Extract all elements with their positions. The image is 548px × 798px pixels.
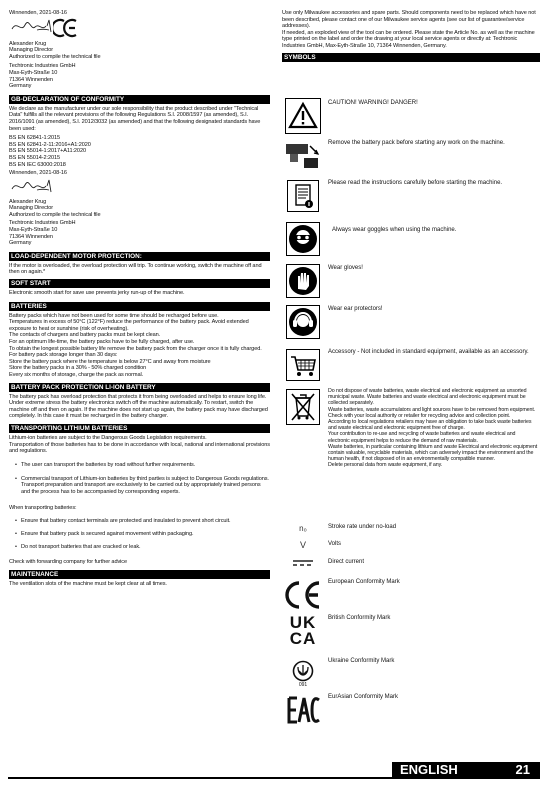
crossed-bin-icon <box>282 388 324 426</box>
check-forwarding-text: Check with forwarding company for further advice <box>9 558 128 565</box>
maintenance-heading: MAINTENANCE <box>9 570 270 579</box>
symbol-volts-text: Volts <box>328 541 342 547</box>
gloves-icon <box>282 261 324 301</box>
symbol-ukraine-text: Ukraine Conformity Mark <box>328 658 395 664</box>
date-2: Winnenden, 2021-08-16 <box>9 170 67 177</box>
transport-heading: TRANSPORTING LITHIUM BATTERIES <box>9 424 270 433</box>
load-protection-text: If the motor is overloaded, the overload protection will trip. To continue working, switch the machine off and then on again.* <box>9 262 262 276</box>
symbol-row-accessory <box>282 345 540 385</box>
symbol-row-ukca <box>282 611 540 651</box>
ear-protection-icon <box>282 302 324 342</box>
symbol-row-gloves <box>282 261 540 301</box>
symbol-caution-text: CAUTION! WARNING! DANGER! <box>328 100 418 106</box>
date-1: Winnenden, 2021-08-16 <box>9 10 67 16</box>
symbol-row-read-manual <box>282 176 540 216</box>
gb-declaration-text: We declare as the manufacturer under our sole responsibility that the product described under "Technical Data" fulfills all the relevant provisions of the following Regulations S.I. 2008/1597 (as amended), S.I. 2016/1091 (as amended), S.I. 2012/3032 (as amended) and that the following designated standards have been used: <box>9 105 261 132</box>
person-2: Alexander Krug Managing Director Authorized to compile the technical file <box>9 198 101 218</box>
remove-battery-icon <box>282 136 324 176</box>
company-1: Techtronic Industries GmbH Max-Eyth-Straße 10 71364 Winnenden Germany <box>9 63 76 90</box>
shopping-cart-icon <box>282 345 324 385</box>
ukca-icon <box>282 611 324 651</box>
ce-mark-icon <box>53 18 79 38</box>
battery-protection-heading: BATTERY PACK PROTECTION LI-ION BATTERY <box>9 383 270 392</box>
symbol-row-volts <box>282 538 540 552</box>
eac-conformity-icon <box>282 690 324 730</box>
stroke-rate-symbol <box>282 521 324 535</box>
battery-protection-text: The battery pack has overload protection that protects it from being overloaded and helps to ensure long life. Under extreme stress the battery electronics switch off the machine automatically. To restart, switch the machine off and then on again. If the machine does not start up again, the battery pack may have discharged completely. In this case it must be recharged in the battery charger. <box>9 393 268 420</box>
symbol-row-direct-current <box>282 556 540 570</box>
symbol-row-goggles <box>282 219 540 259</box>
batteries-heading: BATTERIES <box>9 302 270 311</box>
signature-2 <box>9 177 69 195</box>
list-item: • Ensure that battery contact terminals are protected and insulated to prevent short circuit. <box>15 518 270 525</box>
ukca-symbol-text: UK CA <box>289 613 317 648</box>
symbol-ce-text: European Conformity Mark <box>328 579 400 585</box>
symbol-row-ukraine <box>282 654 540 694</box>
symbol-row-ear-protection <box>282 302 540 342</box>
symbols-heading: SYMBOLS <box>282 53 540 62</box>
warning-triangle-icon <box>282 96 324 136</box>
symbol-accessory-text: Accessory - Not included in standard equipment, available as an accessory. <box>328 349 529 355</box>
symbol-row-stroke-rate <box>282 521 540 535</box>
left-column <box>9 10 270 588</box>
list-item: • Ensure that battery pack is secured against movement within packaging. <box>15 531 270 538</box>
symbol-stroke-rate-text: Stroke rate under no-load <box>328 524 397 530</box>
stroke-rate-symbol-text: n₀ <box>299 523 307 533</box>
list-item: • The user can transport the batteries by road without further requirements. <box>15 462 270 469</box>
ukraine-conformity-icon <box>282 654 324 694</box>
when-transporting-list <box>9 511 270 557</box>
symbol-eac-text: EurAsian Conformity Mark <box>328 694 399 700</box>
symbol-weee-text: Do not dispose of waste batteries, waste electrical and electronic equipment as unsorted municipal waste. Waste batteries and waste electrical and electronic equipment must be collected separately. Waste batteries, waste accumulators and light sources have to be removed from equipment. Check with your local authority or retailer for recycling advice and collection point. According to local regulations retailers may have an obligation to take back waste batteries and waste electrical and electronic equipment free of charge. Your contribution to re-use and recycling of waste batteries and waste electrical and electronic equipment helps to reduce the demand of raw materials. Waste batteries, in particular containing lithium and waste Electrical and electronic equipment contain valuable, recyclable materials, which can adversely impact the environment and the human health, if not disposed of in an environmentally compatible manner. Delete personal data from waste equipment, if any. <box>328 388 538 469</box>
maintenance-text: The ventilation slots of the machine must be kept clear at all times. <box>9 581 167 588</box>
standards-list: BS EN 62841-1:2015 BS EN 62841-2-11:2016+A1:2020 BS EN 55014-1:2017+A11:2020 BS EN 55014-2:2015 BS EN IEC 63000:2018 <box>9 135 91 168</box>
batteries-text: Battery packs which have not been used for some time should be recharged before use. Temperatures in excess of 50°C (122°F) reduce the performance of the battery pack. Avoid extended exposure to heat or sunshine (risk of overheating). The contacts of chargers and battery packs must be kept clean. For an optimum life-time, the battery packs have to be fully charged, after use. To obtain the longest possible battery life remove the battery pack from the charger once it is fully charged. For battery pack storage longer than 30 days: Store the battery pack where the temperature is below 27°C and away from moisture Store the battery packs in a 30% - 50% charged condition Every six months of storage, charge the pack as normal. <box>9 312 262 378</box>
symbol-ear-protection-text: Wear ear protectors! <box>328 306 383 312</box>
load-protection-heading: LOAD-DEPENDENT MOTOR PROTECTION: <box>9 252 270 261</box>
list-item: • Commercial transport of Lithium-ion batteries by third parties is subject to Dangerous Goods regulations. Transport preparation and transport are exclusively to be carried out by appropriately trained persons and the process has to be accompanied by corresponding experts. <box>15 476 270 496</box>
company-2: Techtronic Industries GmbH Max-Eyth-Straße 10 71364 Winnenden Germany <box>9 220 76 247</box>
goggles-icon <box>282 219 324 259</box>
symbol-row-remove-battery <box>282 136 540 176</box>
symbol-row-eac <box>282 690 540 730</box>
right-column <box>282 10 540 64</box>
accessories-intro: Use only Milwaukee accessories and spare parts. Should components need to be replaced which have not been described, please contact one of our Milwaukee service agents (see our list of guarantee/service addresses). If needed, an exploded view of the tool can be ordered. Please state the Article No. as well as the machine type printed on the label and order the drawing at your local service agents or directly at: Techtronic Industries GmbH, Max-Eyth-Straße 10, 71364 Winnenden, Germany. <box>282 10 536 49</box>
person-1: Alexander Krug Managing Director Authorized to compile the technical file <box>9 40 101 60</box>
symbol-row-ce <box>282 575 540 615</box>
volts-symbol-text: V <box>299 540 306 550</box>
symbol-row-weee <box>282 388 540 469</box>
symbol-read-manual-text: Please read the instructions carefully before starting the machine. <box>328 180 503 186</box>
signature-block-1 <box>9 17 270 41</box>
gb-declaration-heading: GB-DECLARATION OF CONFORMITY <box>9 95 270 104</box>
read-manual-icon <box>282 176 324 216</box>
transport-text: Lithium-ion batteries are subject to the Dangerous Goods Legislation requirements. Transportation of those batteries has to be done in accordance with local, national and international provisions and regulations. <box>9 434 270 455</box>
when-transporting-text: When transporting batteries: <box>9 504 77 511</box>
direct-current-icon <box>282 556 324 570</box>
volts-symbol <box>282 538 324 552</box>
symbol-goggles-text: Always wear goggles when using the machine. <box>332 227 457 233</box>
footer-rule <box>8 777 540 779</box>
ukraine-mark-number: 091 <box>298 682 308 688</box>
signature-block-2 <box>9 177 270 199</box>
page-footer <box>392 762 540 778</box>
symbol-row-caution <box>282 96 540 136</box>
soft-start-text: Electronic smooth start for save use prevents jerky run-up of the machine. <box>9 290 185 297</box>
symbol-gloves-text: Wear gloves! <box>328 265 363 271</box>
symbol-remove-battery-text: Remove the battery pack before starting any work on the machine. <box>328 140 505 146</box>
footer-language: ENGLISH <box>400 762 458 777</box>
transport-list <box>9 456 270 502</box>
page-number: 21 <box>515 762 530 777</box>
ce-conformity-icon <box>282 575 324 615</box>
symbol-ukca-text: British Conformity Mark <box>328 615 391 621</box>
symbol-direct-current-text: Direct current <box>328 559 365 565</box>
soft-start-heading: SOFT START <box>9 279 270 288</box>
list-item: • Do not transport batteries that are cracked or leak. <box>15 544 270 551</box>
